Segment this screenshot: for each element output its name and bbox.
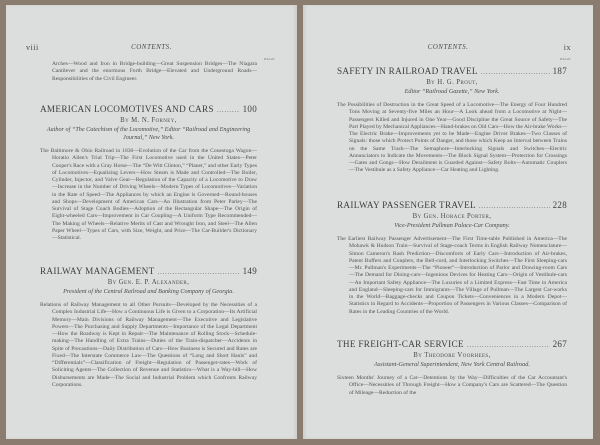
entry-title[interactable]: SAFETY IN RAILROAD TRAVEL xyxy=(337,66,478,76)
entry-page-number[interactable]: 267 xyxy=(552,339,567,349)
entry-title[interactable]: AMERICAN LOCOMOTIVES AND CARS xyxy=(40,104,214,114)
entry-synopsis: The Baltimore & Ohio Railroad in 1830—Evolution of the Car from the Conestoga Wagon—Horatio Allen's Trial Trip—The First Locomotive used in the United States—Peter Cooper's Race with a Gray Horse—The “De Witt Clinton,” “Planet,” and other Early Types of Locomotives—Equalizing Levers—How Steam is Made and Controlled—The Boiler, Cylinder, Injector, and Valve Gear—Regulation of the Capacity of a Locomotive to Draw—Increase in the Number of Driving Wheels—Modern Types of Locomotives—Variation in the Rate of Speed—The Appliances by which an Engine is Governed—Round-houses and Shops—Development of American Cars—An Illustration from Peter Parley—The Survival of Stage Coach Bodies—Adoption of the Rectangular Shape—The Origin of Eight-wheeled Cars—Improvement in Car Coupling—A Uniform Type Recommended—The Making of Wheels—Relative Merits of Cast and Wrought Iron, and Steel—The Allen Paper Wheel—Types of Cars, with Size, Weight, and Price—The Car-Builder's Dictionary—Statistical. xyxy=(40,148,257,241)
entry-author: By Gen. Horace Porter, xyxy=(412,213,492,220)
left-page xyxy=(6,5,297,439)
entry-author: By M. N. Forney, xyxy=(120,117,177,124)
toc-entry xyxy=(303,200,593,316)
entry-affiliation: President of the Central Railroad and Banking Company of Georgia. xyxy=(63,288,234,295)
leader-dots xyxy=(158,268,240,276)
leader-dots xyxy=(467,341,550,349)
entry-affiliation: Editor “Railroad Gazette,” New York. xyxy=(404,88,500,95)
page-number: ix xyxy=(563,43,571,52)
entry-page-number[interactable]: 100 xyxy=(242,104,257,114)
entry-title[interactable]: RAILWAY MANAGEMENT xyxy=(40,266,155,276)
entry-synopsis: The Earliest Railway Passenger Advertisement—The First Time-table Published in America—The Mohawk & Hudson Train—Survival of Stage-coach Terms in English Railway Nomenclature—Simon Cameron's Rash Prediction—Discomforts of Early Cars—Introduction of Air-brakes, Patent Buffers and Couplers, the Bell-cord, and Interlocking Switches—The First Sleeping-cars—Mr. Pullman's Experiments—The “Pioneer”—Introduction of Parlor and Drawing-room Cars—The Demand for Dining-cars—Ingenious Devices for Heating Cars—Origin of Vestibule-cars—An Important Safety Appliance—The Luxuries of a Limited Express—Fast Time in America and England—Sleeping-cars for Immigrants—The Village of Pullman—The Largest Car-works in the World—Baggage-checks and Coupon Tickets—Conveniences in a Modern Depot—Statistics in Regard to Accidents—Proportion of Passengers in Various Classes—Comparison of Rates in the Leading Countries of the World. xyxy=(337,236,567,315)
entry-author: By Theodore Voorhees, xyxy=(413,352,491,359)
toc-entry xyxy=(303,66,593,175)
running-title: CONTENTS. xyxy=(427,43,469,51)
entry-title-row[interactable] xyxy=(40,266,257,276)
page-column-label: PAGE xyxy=(264,57,275,61)
synopsis-text: Arches—Wood and Iron in Bridge-building—Great Suspension Bridges—The Niagara Cantilever and the enormous Forth Bridge—Elevated and Underground Roads—Responsibilities of the Civil Engineer. xyxy=(52,61,257,82)
entry-affiliation: Author of “The Catechism of the Locomotive,” Editor “Railroad and Engineering Journal,” New York. xyxy=(46,126,251,141)
running-title: CONTENTS. xyxy=(131,43,172,51)
page-number: viii xyxy=(26,43,39,52)
entry-synopsis: Sixteen Months' Journey of a Car—Detentions by the Way—Difficulties of the Car Accountant's Office—Necessities of Through Freight—How a Company's Cars are Scattered—The Question of Mileage—Reduction of the xyxy=(337,375,567,396)
entry-synopsis: The Possibilities of Destruction in the Great Speed of a Locomotive—The Energy of Four Hundred Tons Moving at Seventy-five Miles an Hour—A Look ahead from a Locomotive at Night—Passengers Killed and Injured in One Year—Good Discipline the Great Source of Safety—The Part Played by Mechanical Appliances—Hand-brakes on Old Cars—How the Air-brake Works—The Electric Brake—Improvements yet to be Made—Engine Driver Brakes—Two Classes of Signals: those which Protect Points of Danger, and those which Keep an Interval between Trains on the Same Track—The Semaphore—Interlocking Signals and Switches—Electric Annunciators to Indicate the Movements—The Block Signal System—Protection for Crossings—Gates and Gongs—How Derailment is Guarded Against—Safety Bolts—Automatic Couplers—The Vestibule as a Safety Appliance—Car Heating and Lighting. xyxy=(337,102,567,174)
entry-title[interactable]: THE FREIGHT-CAR SERVICE xyxy=(337,339,464,349)
entry-author: By Gen. E. P. Alexander, xyxy=(107,279,190,286)
leader-dots xyxy=(481,68,550,76)
entry-affiliation: Vice-President Pullman Palace-Car Company. xyxy=(394,222,510,229)
toc-entry xyxy=(303,339,593,397)
entry-title-row[interactable] xyxy=(337,339,567,349)
entry-affiliation: Assistant-General Superintendent, New York Central Railroad. xyxy=(374,361,530,368)
page-column-label: PAGE xyxy=(560,57,571,61)
entry-title-row[interactable] xyxy=(40,104,257,114)
toc-entry xyxy=(6,104,297,242)
entry-synopsis: Relations of Railway Management to all Other Pursuits—Developed by the Necessities of a Complex Industrial Life—How a Continuous Life is Given to a Corporation—Its Artificial Memory—Main Divisions of Railway Management—The Executive and Legislative Powers—The Purchasing and Supply Departments—Importance of the Legal Department—How the Roadway is Kept in Repair—The Maintenance of Rolling Stock—Schedule-making—The Handling of Extra Trains—Duties of the Train-dispatcher—Accidents in Spite of Precautions—Daily Distribution of Cars—How Business is Secured and Rates are Fixed—The Interstate Commerce Law—The Questions of “Long and Short Hauls” and “Differentials”—Classification of Freight—Regulation of Passenger-rates—Work of Soliciting Agents—The Collection of Revenue and Statistics—What is a Way-bill—How Disbursements are Made—The Social and Industrial Problem which Confronts Railway Corporations. xyxy=(40,302,257,388)
right-page xyxy=(303,5,593,439)
entry-title-row[interactable] xyxy=(337,200,567,210)
leader-dots xyxy=(217,106,240,114)
entry-page-number[interactable]: 149 xyxy=(242,266,257,276)
toc-entry xyxy=(6,266,297,389)
entry-page-number[interactable]: 228 xyxy=(552,200,567,210)
entry-author: By H. G. Prout, xyxy=(426,79,478,86)
entry-page-number[interactable]: 187 xyxy=(552,66,567,76)
entry-title[interactable]: RAILWAY PASSENGER TRAVEL xyxy=(337,200,476,210)
continued-synopsis xyxy=(6,61,297,83)
leader-dots xyxy=(479,202,550,210)
entry-title-row[interactable] xyxy=(337,66,567,76)
